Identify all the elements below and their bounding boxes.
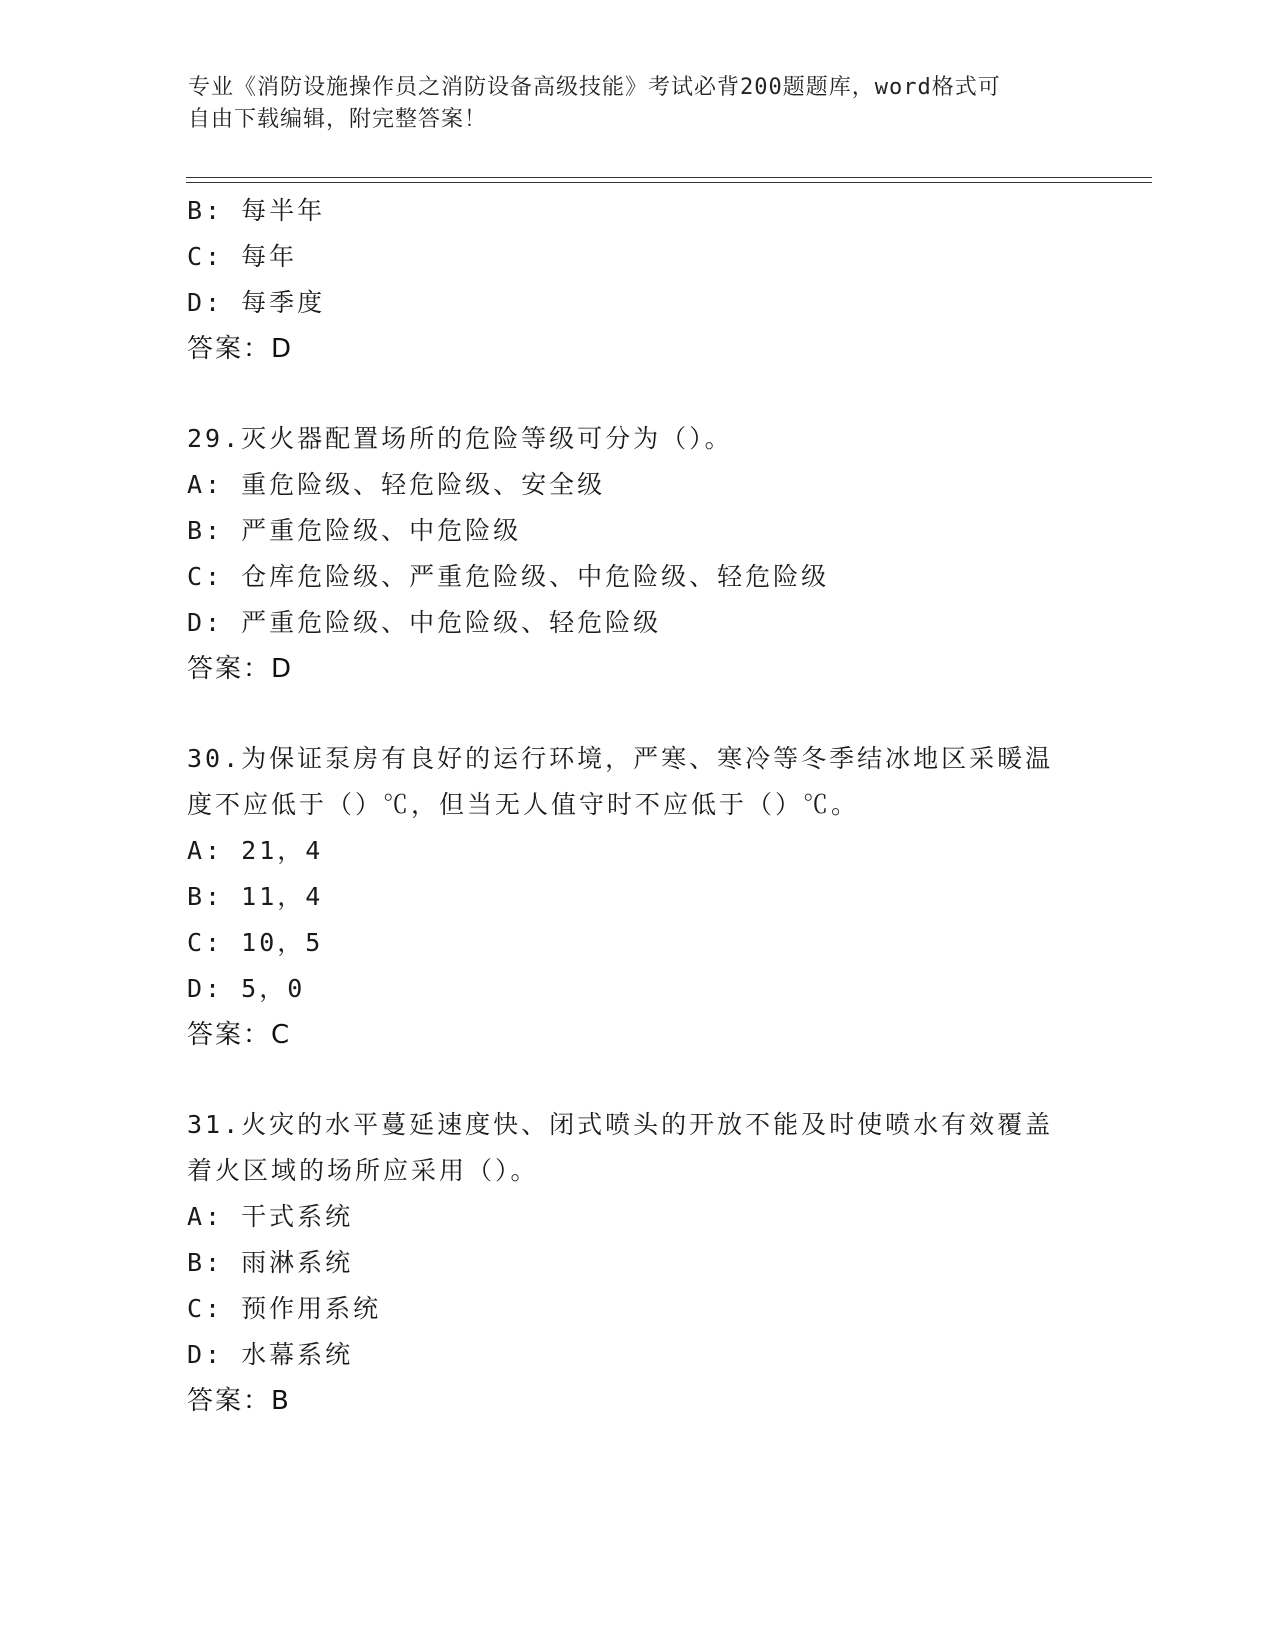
answer: 答案：D bbox=[187, 334, 294, 364]
question-28-continued bbox=[187, 188, 1107, 372]
option-a: A: 干式系统 bbox=[187, 1202, 354, 1231]
question-30 bbox=[187, 736, 1107, 1058]
option-d: D: 水幕系统 bbox=[187, 1340, 354, 1369]
answer: 答案：C bbox=[187, 1020, 292, 1050]
option-a: A: 重危险级、轻危险级、安全级 bbox=[187, 470, 606, 499]
option-b: B: 严重危险级、中危险级 bbox=[187, 516, 522, 545]
question-stem-continued: 度不应低于（）℃，但当无人值守时不应低于（）℃。 bbox=[187, 790, 860, 819]
option-c: C: 每年 bbox=[187, 242, 298, 271]
header-line-1: 专业《消防设施操作员之消防设备高级技能》考试必背200题题库，word格式可 bbox=[188, 75, 1001, 100]
option-d: D: 5，0 bbox=[187, 974, 306, 1003]
option-c: C: 仓库危险级、严重危险级、中危险级、轻危险级 bbox=[187, 562, 830, 591]
answer: 答案：D bbox=[187, 654, 294, 684]
question-stem-continued: 着火区域的场所应采用（）。 bbox=[187, 1156, 539, 1185]
option-d: D: 每季度 bbox=[187, 288, 326, 317]
option-c: C: 10，5 bbox=[187, 928, 324, 957]
question-list bbox=[187, 188, 1107, 1424]
option-a: A: 21，4 bbox=[187, 836, 324, 865]
answer: 答案：B bbox=[187, 1386, 291, 1416]
option-c: C: 预作用系统 bbox=[187, 1294, 382, 1323]
header-divider-top bbox=[186, 177, 1152, 178]
header-line-2: 自由下载编辑，附完整答案！ bbox=[188, 107, 488, 132]
question-31 bbox=[187, 1102, 1107, 1424]
document-header bbox=[188, 72, 1088, 136]
option-b: B: 每半年 bbox=[187, 196, 326, 225]
option-d: D: 严重危险级、中危险级、轻危险级 bbox=[187, 608, 662, 637]
question-stem: 30.为保证泵房有良好的运行环境，严寒、寒冷等冬季结冰地区采暖温 bbox=[187, 744, 1054, 773]
question-29 bbox=[187, 416, 1107, 692]
question-stem: 31.火灾的水平蔓延速度快、闭式喷头的开放不能及时使喷水有效覆盖 bbox=[187, 1110, 1054, 1139]
header-divider-bottom bbox=[186, 182, 1152, 183]
option-b: B: 雨淋系统 bbox=[187, 1248, 354, 1277]
question-stem: 29.灭火器配置场所的危险等级可分为（）。 bbox=[187, 424, 733, 453]
option-b: B: 11，4 bbox=[187, 882, 324, 911]
